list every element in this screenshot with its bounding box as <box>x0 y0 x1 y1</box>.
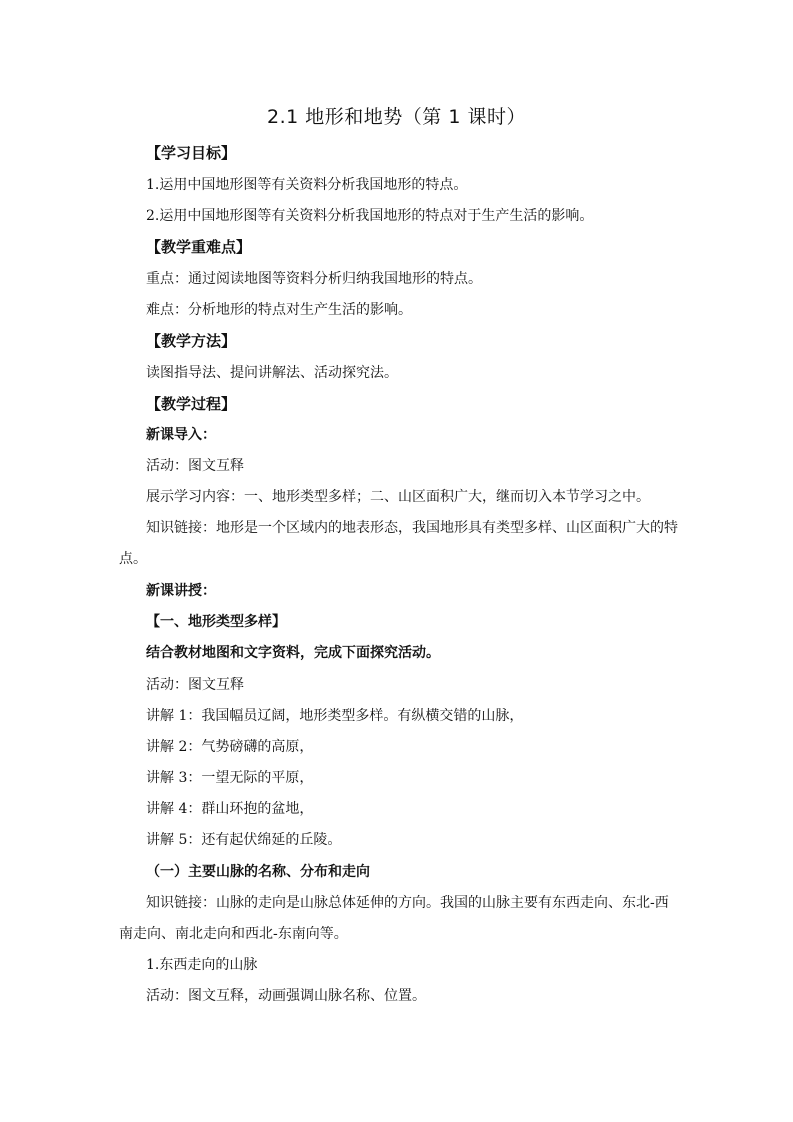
ew-activity: 活动：图文互释，动画强调山脉名称、位置。 <box>146 988 426 1004</box>
section-1-task: 结合教材地图和文字资料，完成下面探究活动。 <box>146 645 440 661</box>
methods-heading: 【教学方法】 <box>146 332 237 350</box>
key-points-heading: 【教学重难点】 <box>146 238 252 256</box>
intro-heading: 新课导入： <box>146 427 216 443</box>
page-title: 2.1 地形和地势（第 1 课时） <box>267 106 526 128</box>
lesson-heading: 新课讲授： <box>146 583 216 599</box>
objective-1: 1.运用中国地形图等有关资料分析我国地形的特点。 <box>146 177 468 193</box>
explain-1: 讲解 1：我国幅员辽阔，地形类型多样。有纵横交错的山脉， <box>146 708 524 724</box>
objectives-heading: 【学习目标】 <box>146 144 237 162</box>
intro-link-line-2: 点。 <box>119 551 147 567</box>
mountain-link-line-2: 南走向、南北走向和西北-东南向等。 <box>119 926 348 942</box>
explain-2: 讲解 2：气势磅礴的高原， <box>146 739 314 755</box>
ew-mountains-heading: 1.东西走向的山脉 <box>146 957 258 973</box>
section-1-activity: 活动：图文互释 <box>146 677 244 693</box>
section-1-heading: 【一、地形类型多样】 <box>146 614 286 630</box>
difficult-point: 难点：分析地形的特点对生产生活的影响。 <box>146 302 412 318</box>
explain-5: 讲解 5：还有起伏绵延的丘陵。 <box>146 832 342 848</box>
subsection-1-heading: （一）主要山脉的名称、分布和走向 <box>146 864 370 880</box>
key-point: 重点：通过阅读地图等资料分析归纳我国地形的特点。 <box>146 271 482 287</box>
process-heading: 【教学过程】 <box>146 395 237 413</box>
intro-activity: 活动：图文互释 <box>146 458 244 474</box>
explain-3: 讲解 3：一望无际的平原， <box>146 770 314 786</box>
intro-show: 展示学习内容：一、地形类型多样；二、山区面积广大，继而切入本节学习之中。 <box>146 489 650 505</box>
objective-2: 2.运用中国地形图等有关资料分析我国地形的特点对于生产生活的影响。 <box>146 208 594 224</box>
mountain-link-line-1: 知识链接：山脉的走向是山脉总体延伸的方向。我国的山脉主要有东西走向、东北-西 <box>146 895 669 911</box>
intro-link-line-1: 知识链接：地形是一个区域内的地表形态，我国地形具有类型多样、山区面积广大的特 <box>146 520 678 536</box>
methods-text: 读图指导法、提问讲解法、活动探究法。 <box>146 365 398 381</box>
explain-4: 讲解 4：群山环抱的盆地， <box>146 801 314 817</box>
